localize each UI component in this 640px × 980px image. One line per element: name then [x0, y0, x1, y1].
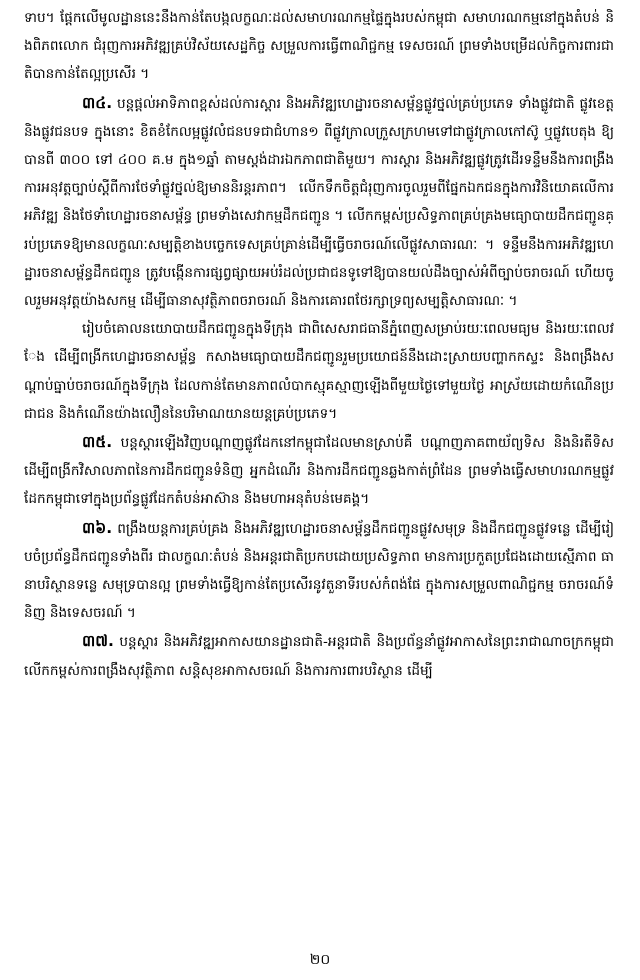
page-number: ២០: [309, 952, 331, 968]
paragraph-number: ៣៧.: [82, 632, 114, 651]
paragraph-34: [24, 89, 614, 316]
paragraph-text: ពង្រឹងយន្តការគ្រប់គ្រង និងអភិវឌ្ឍហេដ្ឋារចនាសម្ព័ន្ធដឹកជញ្ជូនផ្លូវសមុទ្រ និងដឹកជញ្ជូនផ្លូវទន្លេ ដើម្បីរៀបចំប្រព័ន្ធដឹកជញ្ជូនទាំងពីរ ជាលក្ខណៈតំបន់ និងអន្តរជាតិប្រកបដោយប្រសិទ្ធភាព មានការប្រកួតប្រជែងដោយស្មើភាព ធានាបរិស្ថានទន្លេ សមុទ្របានល្អ ព្រមទាំងធ្វើឱ្យកាន់តែប្រសើរនូវតួនាទីរបស់កំពង់ផែ ក្នុងការសម្រួលពាណិជ្ជកម្ម ចរាចរណ៍ទំនិញ និងទេសចរណ៍ ។: [24, 520, 614, 622]
paragraph-number: ៣៤.: [82, 93, 113, 112]
paragraph-continuation: [24, 4, 614, 89]
paragraph-urban-transport: [24, 315, 614, 428]
paragraph-35: [24, 428, 614, 514]
paragraph-number: ៣៦.: [82, 518, 113, 537]
paragraph-text: រៀបចំគោលនយោបាយដឹកជញ្ជូនក្នុងទីក្រុង ជាពិសេសរាជធានីភ្នំពេញសម្រាប់រយៈពេលមធ្យម និងរយៈពេលវែង ដើម្បីពង្រីកហេដ្ឋារចនាសម្ព័ន្ធ កសាងមធ្យោបាយដឹកជញ្ជូនរួមប្រយោជន៍នឹងដោះស្រាយបញ្ហាកកស្ទះ និងពង្រឹងសណ្តាប់ធ្នាប់ចរាចរណ៍ក្នុងទីក្រុង ដែលកាន់តែមានភាពលំបាកស្មុគស្មាញឡើងពីមួយថ្ងៃទៅមួយថ្ងៃ អាស្រ័យដោយកំណើនប្រជាជន និងកំណើនយ៉ាងលឿននៃបរិមាណយានយន្តគ្រប់ប្រភេទ។: [24, 321, 614, 422]
document-body: [24, 4, 614, 685]
paragraph-text: បន្តស្តារឡើងវិញបណ្តាញផ្លូវដែកនៅកម្ពុជាដែលមានស្រាប់គឺ បណ្តាញភាគពាយ័ព្យទិស និងនិរតីទិស ដើម្បីពង្រីកវិសាលភាពនៃការដឹកជញ្ជូនទំនិញ អ្នកដំណើរ និងការដឹកជញ្ជូនឆ្លងកាត់ព្រំដែន ព្រមទាំងធ្វើសមាហរណកម្មផ្លូវដែកកម្ពុជាទៅក្នុងប្រព័ន្ធផ្លូវដែកតំបន់អាស៊ាន និងមហាអនុតំបន់មេគង្គ។: [24, 435, 614, 508]
paragraph-text: បន្តផ្តល់អាទិភាពខ្ពស់ដល់ការស្តារ និងអភិវឌ្ឍហេដ្ឋារចនាសម្ព័ន្ធផ្លូវថ្នល់គ្រប់ប្រភេទ ទាំងផ្លូវជាតិ ផ្លូវខេត្ត និងផ្លូវជនបទ ក្នុងនោះ ខិតខំកែលម្អផ្លូវលំជនបទជាជំហាន១ ពីផ្លូវក្រាលក្រួសក្រហមទៅជាផ្លូវក្រាលកៅស៊ូ ឬផ្លូវបេតុង ឱ្យបានពី ៣០០ ទៅ ៤០០ គ.ម ក្នុង១ឆ្នាំ តាមស្តង់ដារឯកភាពជាតិមួយ។ ការស្តារ និងអភិវឌ្ឍផ្លូវត្រូវដើរទន្ទឹមនឹងការពង្រឹងការអនុវត្តច្បាប់ស្តីពីការថែទាំផ្លូវថ្នល់ឱ្យមាននិរន្តរភាព។ លើកទឹកចិត្តជំរុញការចូលរួមពីផ្នែកឯកជនក្នុងការវិនិយោគលើការអភិវឌ្ឍ និងថែទាំហេដ្ឋារចនាសម្ព័ន្ធ ព្រមទាំងសេវាកម្មដឹកជញ្ជូន ។ លើកកម្ពស់ប្រសិទ្ធភាពគ្រប់គ្រងមធ្យោបាយដឹកជញ្ជូនគ្រប់ប្រភេទឱ្យមានលក្ខណៈសម្បត្តិខាងបច្ចេកទេសគ្រប់គ្រាន់ដើម្បីធ្វើចរាចរណ៍លើផ្លូវសាធារណៈ ។ ទន្ទឹមនឹងការអភិវឌ្ឍហេដ្ឋារចនាសម្ព័ន្ធដឹកជញ្ជូន ត្រូវបង្កើនការផ្សព្វផ្សាយអប់រំដល់ប្រជាជនទូទៅឱ្យបានយល់ដឹងច្បាស់អំពីច្បាប់ចរាចរណ៍ ហើយចូលរួមអនុវត្តយ៉ាងសកម្ម ដើម្បីធានាសុវត្ថិភាពចរាចរណ៍ និងការគោរពថែរក្សាទ្រព្យសម្បត្តិសាធារណៈ ។: [24, 95, 614, 310]
paragraph-text: ទាប។ ផ្តែកលើមូលដ្ឋាននេះនឹងកាន់តែបង្កលក្ខណៈដល់សមាហរណកម្មផ្ទៃក្នុងរបស់កម្ពុជា សមាហរណកម្មនៅក្នុងតំបន់ និងពិភពលោក ជំរុញការអភិវឌ្ឍគ្រប់វិស័យសេដ្ឋកិច្ច សម្រួលការធ្វើពាណិជ្ជកម្ម ទេសចរណ៍ ព្រមទាំងបម្រើដល់កិច្ចការពារជាតិបានកាន់តែល្អប្រសើរ ។: [24, 10, 614, 83]
paragraph-number: ៣៥.: [82, 433, 113, 452]
paragraph-36: [24, 514, 614, 628]
paragraph-text: បន្តស្តារ និងអភិវឌ្ឍអាកាសយានដ្ឋានជាតិ-អន្តរជាតិ និងប្រព័ន្ធនាំផ្លូវអាកាសនៃព្រះរាជាណាចក្រកម្ពុជា លើកកម្ពស់ការពង្រឹងសុវត្ថិភាព សន្តិសុខអាកាសចរណ៍ និងការការពារបរិស្ថាន ដើម្បី: [24, 634, 614, 679]
paragraph-37: [24, 627, 614, 684]
